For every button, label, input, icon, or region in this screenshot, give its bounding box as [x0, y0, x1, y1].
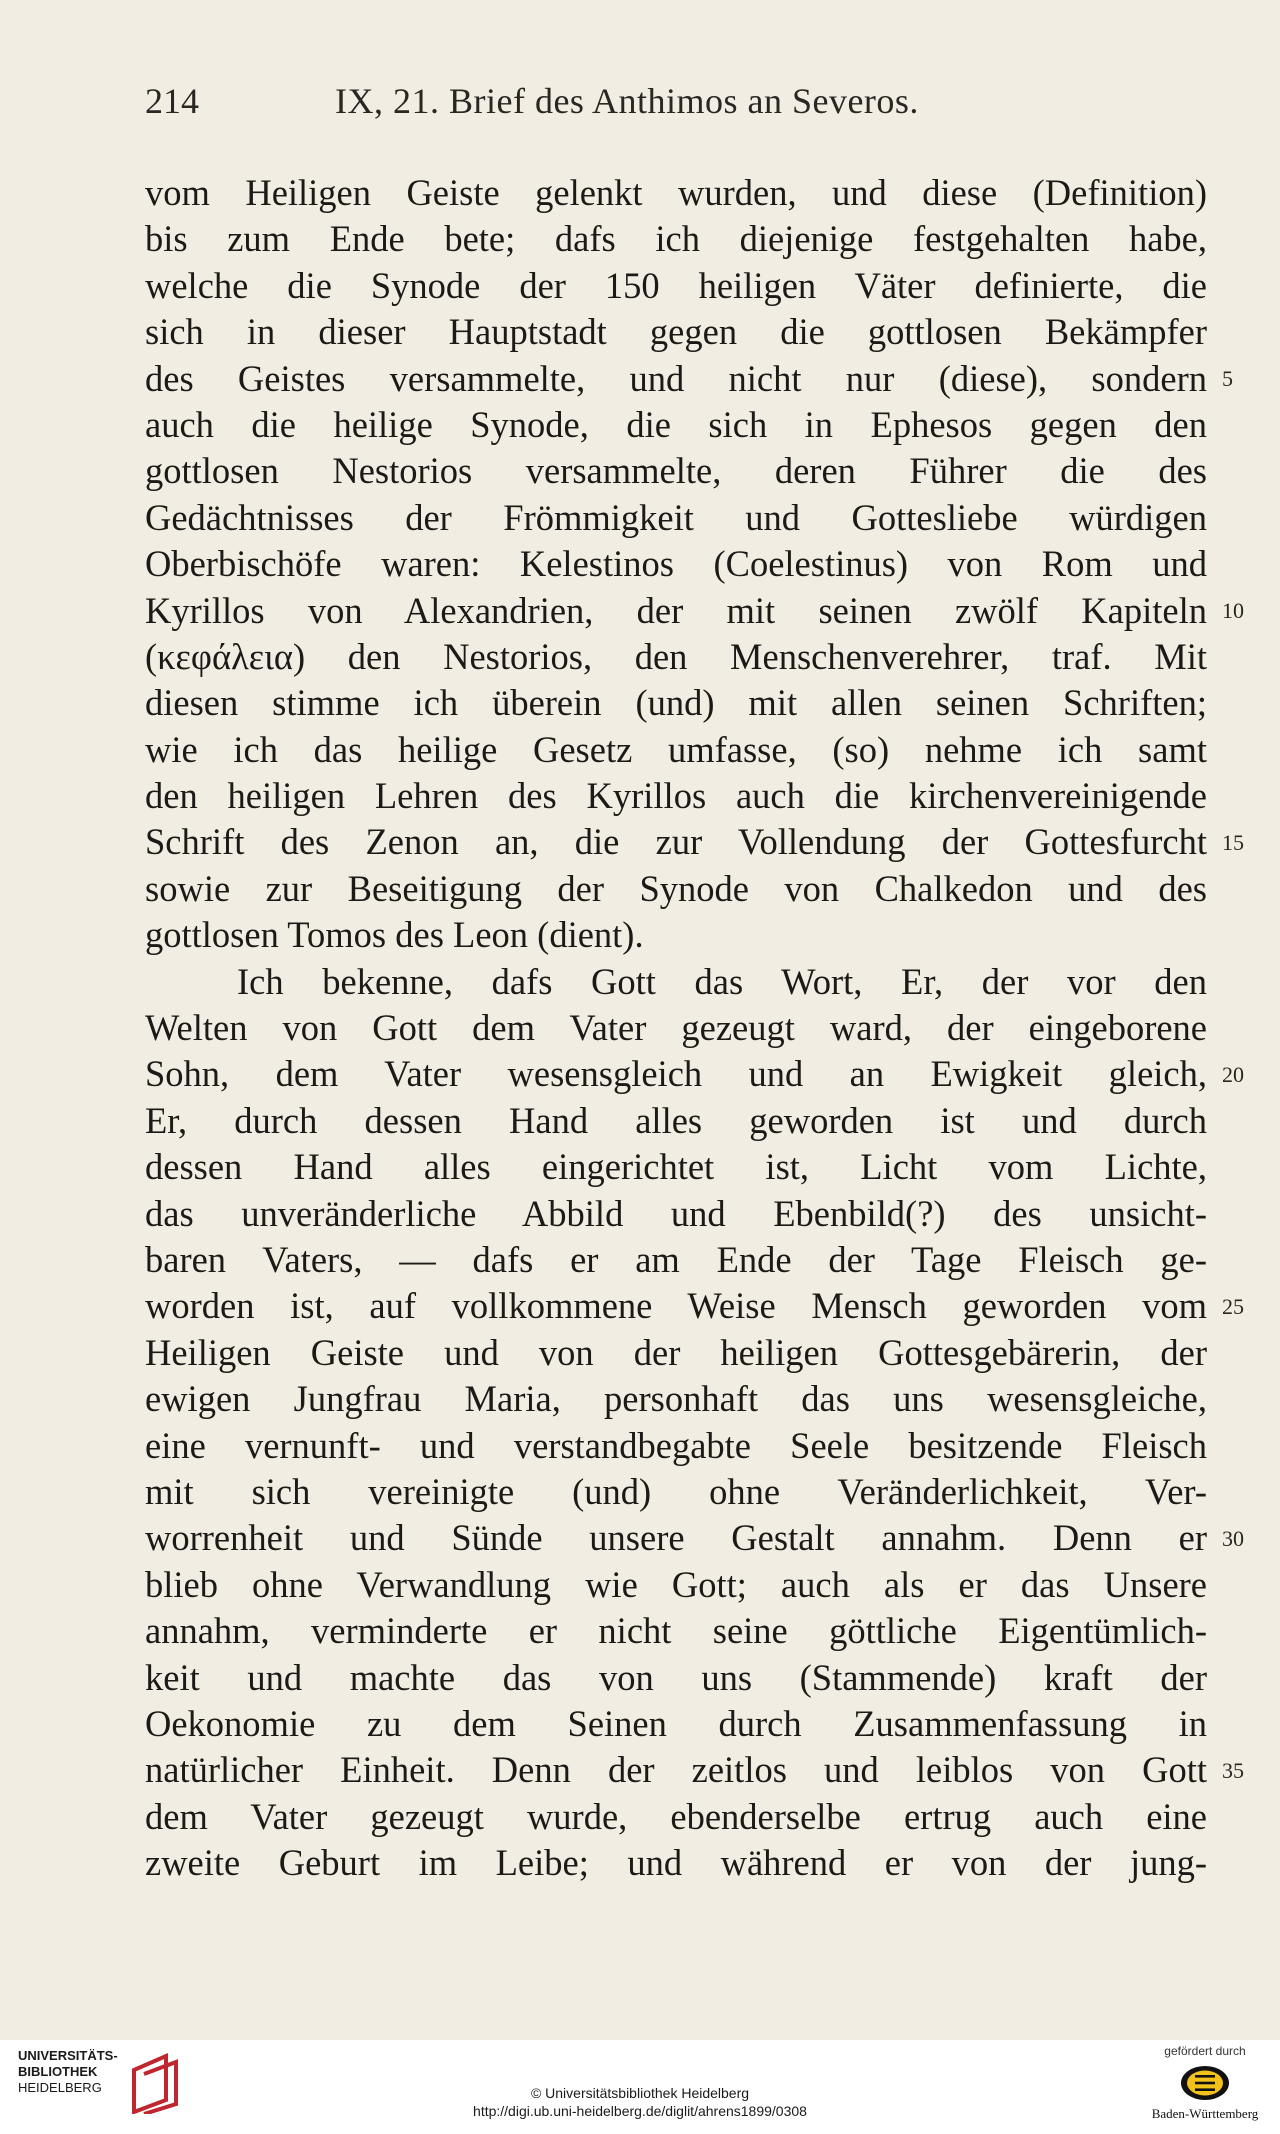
page-number: 214 [145, 81, 199, 121]
text-line: das unveränderliche Abbild und Ebenbild(?) des unsicht- [145, 1192, 1207, 1234]
line-number: 30 [1222, 1525, 1244, 1551]
line-number: 15 [1222, 829, 1244, 855]
text-line: dessen Hand alles eingerichtet ist, Licht vom Lichte, [145, 1146, 1207, 1188]
paragraph-start-line: Ich bekenne, dafs Gott das Wort, Er, der vor den [237, 960, 1207, 1002]
text-line: ewigen Jungfrau Maria, personhaft das uns wesensgleiche, [145, 1378, 1207, 1420]
line-number: 20 [1222, 1061, 1244, 1087]
running-title: IX, 21. Brief des Anthimos an Severos. [335, 81, 919, 121]
library-name-line: HEIDELBERG [18, 2080, 102, 2095]
text-line: worden ist, auf vollkommene Weise Mensch geworden vom [145, 1285, 1207, 1327]
text-line: baren Vaters, — dafs er am Ende der Tage Fleisch ge- [145, 1238, 1207, 1280]
text-line: gottlosen Nestorios versammelte, deren Führer die des [145, 450, 1207, 492]
library-name-line: BIBLIOTHEK [18, 2064, 98, 2079]
text-line: Welten von Gott dem Vater gezeugt ward, der eingeborene [145, 1007, 1207, 1049]
text-line: eine vernunft- und verstandbegabte Seele besitzende Fleisch [145, 1424, 1207, 1466]
text-line: Heiligen Geiste und von der heiligen Gottesgebärerin, der [145, 1331, 1207, 1373]
line-number: 10 [1222, 597, 1244, 623]
copyright-notice [0, 2084, 1280, 2120]
line-number: 5 [1222, 365, 1233, 391]
line-number: 25 [1222, 1293, 1244, 1319]
sponsor-label: gefördert durch [1164, 2044, 1246, 2058]
sponsor-name: Baden-Württemberg [1151, 2106, 1259, 2121]
text-line: des Geistes versammelte, und nicht nur (diese), sondern [145, 357, 1207, 399]
text-line: Sohn, dem Vater wesensgleich und an Ewigkeit gleich, [145, 1053, 1207, 1095]
text-line: sowie zur Beseitigung der Synode von Chalkedon und des [145, 867, 1207, 909]
text-line: zweite Geburt im Leibe; und während er von der jung- [145, 1842, 1207, 1884]
text-line: annahm, verminderte er nicht seine göttliche Eigentümlich- [145, 1610, 1207, 1652]
library-name-line: UNIVERSITÄTS- [18, 2048, 118, 2063]
text-line: gottlosen Tomos des Leon (dient). [145, 914, 644, 956]
permalink[interactable]: http://digi.ub.uni-heidelberg.de/diglit/ahrens1899/0308 [473, 2103, 807, 2119]
text-line: bis zum Ende bete; dafs ich diejenige festgehalten habe, [145, 218, 1207, 260]
text-line: Kyrillos von Alexandrien, der mit seinen zwölf Kapiteln [145, 589, 1207, 631]
text-line: blieb ohne Verwandlung wie Gott; auch als er das Unsere [145, 1563, 1207, 1605]
text-line: keit und machte das von uns (Stammende) kraft der [145, 1656, 1207, 1698]
text-line: auch die heilige Synode, die sich in Ephesos gegen den [145, 403, 1207, 445]
text-line: vom Heiligen Geiste gelenkt wurden, und diese (Definition) [145, 172, 1207, 213]
copyright-text: © Universitätsbibliothek Heidelberg [530, 2085, 750, 2101]
text-line: Oberbischöfe waren: Kelestinos (Coelestinus) von Rom und [145, 543, 1207, 585]
text-line: Gedächtnisses der Frömmigkeit und Gottesliebe würdigen [145, 496, 1207, 538]
text-line: wie ich das heilige Gesetz umfasse, (so) nehme ich samt [145, 728, 1207, 770]
text-line: diesen stimme ich überein (und) mit allen seinen Schriften; [145, 682, 1207, 724]
text-line: Er, durch dessen Hand alles geworden ist und durch [145, 1099, 1207, 1141]
text-line: dem Vater gezeugt wurde, ebenderselbe ertrug auch eine [145, 1795, 1207, 1837]
text-line: sich in dieser Hauptstadt gegen die gottlosen Bekämpfer [145, 311, 1207, 353]
text-line: natürlicher Einheit. Denn der zeitlos und leiblos von Gott [145, 1749, 1207, 1791]
line-number: 35 [1222, 1757, 1244, 1783]
text-line: Schrift des Zenon an, die zur Vollendung der Gottesfurcht [145, 821, 1207, 863]
text-line: (κεφάλεια) den Nestorios, den Menschenverehrer, traf. Mit [145, 635, 1207, 677]
text-line: mit sich vereinigte (und) ohne Veränderlichkeit, Ver- [145, 1470, 1207, 1512]
page-header [145, 80, 1205, 130]
body-text [145, 170, 1207, 1886]
coat-of-arms-icon [1179, 2064, 1231, 2102]
text-line: welche die Synode der 150 heiligen Väter definierte, die [145, 264, 1207, 306]
footer-bar [0, 2040, 1280, 2134]
sponsor-block[interactable] [1150, 2044, 1260, 2130]
text-line: den heiligen Lehren des Kyrillos auch die kirchenvereinigende [145, 775, 1207, 817]
text-line: Oekonomie zu dem Seinen durch Zusammenfassung in [145, 1702, 1207, 1744]
text-line: worrenheit und Sünde unsere Gestalt annahm. Denn er [145, 1517, 1207, 1559]
